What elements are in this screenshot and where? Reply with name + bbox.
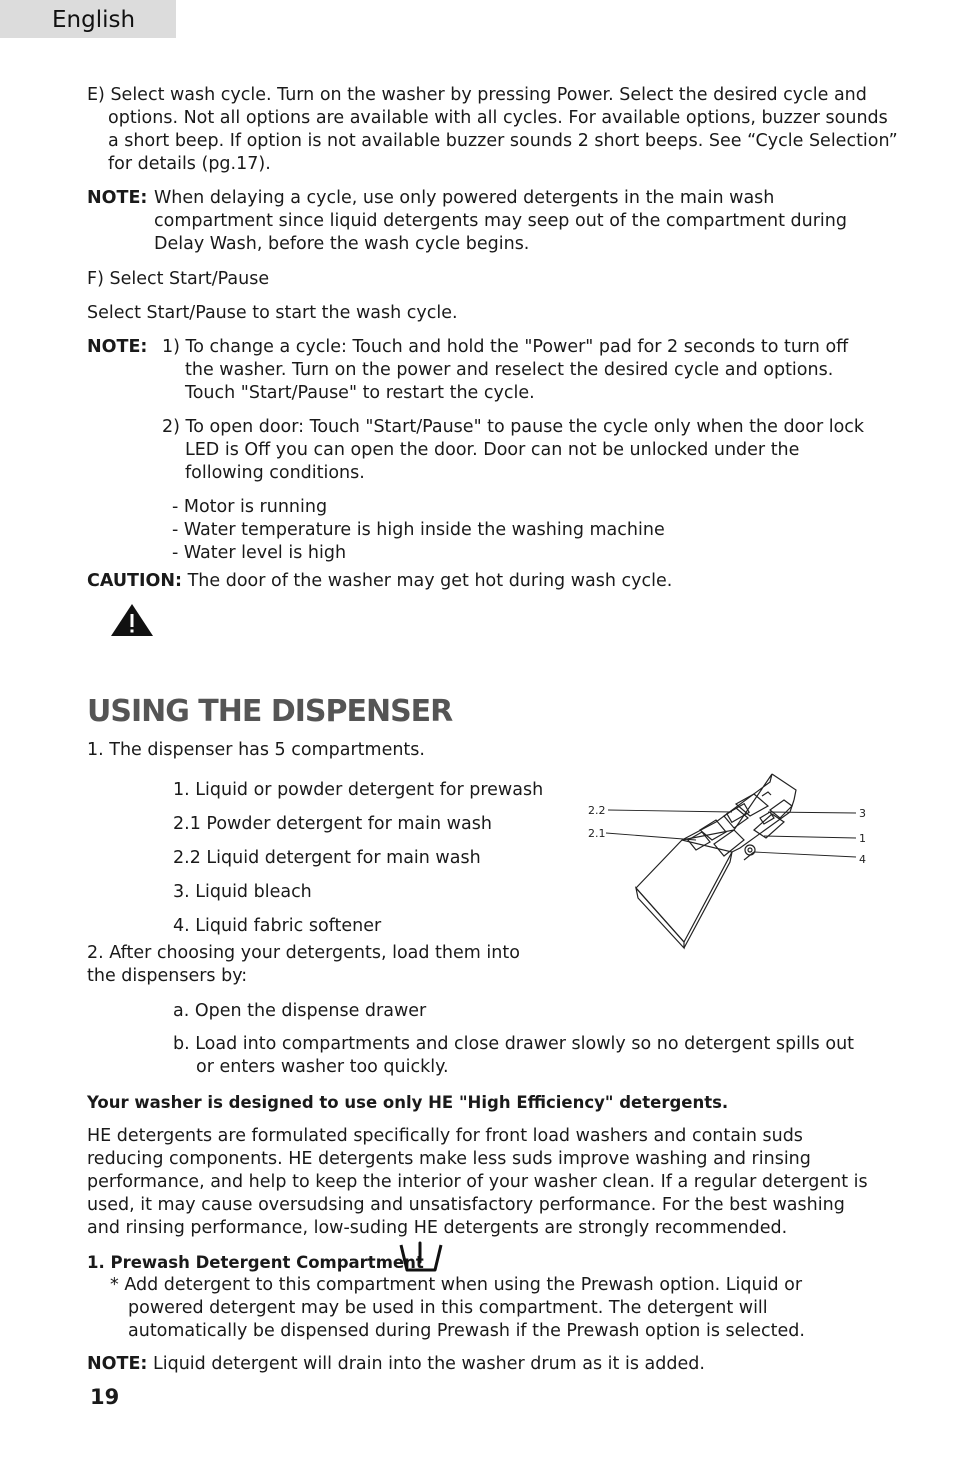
note-text: When delaying a cycle, use only powered detergents in the main wash compartment since liquid detergents may seep out of the compartment during Delay Wash, before the wash cycle begins. xyxy=(154,188,847,254)
prewash-text: * Add detergent to this compartment when using the Prewash option. Liquid or powered detergent may be used in this compartment. The detergent will automatically be dispensed during Prewash if the Prewash option is selected. xyxy=(110,1275,805,1341)
condition-item: - Water level is high xyxy=(172,543,347,563)
note-change-cycle xyxy=(87,336,877,405)
compartment-item: 4. Liquid fabric softener xyxy=(173,916,382,936)
dispenser-drawer-diagram xyxy=(584,770,874,950)
dispenser-intro: 1. The dispenser has 5 compartments. xyxy=(87,740,425,760)
caution-label: CAUTION: xyxy=(87,571,183,591)
section-f-text: Select Start/Pause to start the wash cycle. xyxy=(87,303,458,323)
section-heading: USING THE DISPENSER xyxy=(87,694,453,729)
load-step-a: a. Open the dispense drawer xyxy=(173,1001,427,1021)
compartment-item: 2.2 Liquid detergent for main wash xyxy=(173,848,481,868)
section-f-title: F) Select Start/Pause xyxy=(87,269,270,289)
caution-text: The door of the washer may get hot during wash cycle. xyxy=(187,571,673,591)
warning-triangle-icon xyxy=(110,603,154,637)
compartment-list xyxy=(173,773,573,943)
figure-label-2-1: 2.1 xyxy=(588,827,606,840)
compartment-item: 2.1 Powder detergent for main wash xyxy=(173,814,492,834)
door-conditions-list xyxy=(172,496,872,565)
compartment-item: 3. Liquid bleach xyxy=(173,882,312,902)
load-step-intro: 2. After choosing your detergents, load them into the dispensers by: xyxy=(87,943,520,986)
note-label: NOTE: xyxy=(87,337,148,357)
note-item-1: 1) To change a cycle: Touch and hold the "Power" pad for 2 seconds to turn off the washer. Turn on the power and reselect the desired cycle and options. Touch "Start/Pause" to restart the cycle. xyxy=(162,337,849,403)
note-text: Liquid detergent will drain into the washer drum as it is added. xyxy=(153,1354,705,1374)
prewash-symbol-icon xyxy=(398,1240,444,1272)
he-description: HE detergents are formulated specifically for front load washers and contain suds reducing components. HE detergents make less suds improve washing and rinsing performance, and help to keep the interior of your washer clean. If a regular detergent is used, it may cause oversudsing and unsatisfactory performance. For the best washing and rinsing performance, low-suding HE detergents are strongly recommended. xyxy=(87,1126,868,1238)
note-item-2: 2) To open door: Touch "Start/Pause" to pause the cycle only when the door lock LED is Off you can open the door. Door can not be unlocked under the following conditions. xyxy=(162,417,865,483)
prewash-title: 1. Prewash Detergent Compartment xyxy=(87,1253,424,1272)
section-e-text: E) Select wash cycle. Turn on the washer by pressing Power. Select the desired cycle and options. Not all options are available with all cycles. For available options, buzzer sounds a short beep. If option is not available buzzer sounds 2 short beeps. See “Cycle Selection” for details (pg.17). xyxy=(87,85,898,174)
condition-item: - Motor is running xyxy=(172,497,328,517)
compartment-item: 1. Liquid or powder detergent for prewash xyxy=(173,780,544,800)
page-number: 19 xyxy=(90,1385,120,1409)
note-drain xyxy=(87,1353,877,1376)
figure-label-3: 3 xyxy=(859,807,866,820)
figure-label-2-2: 2.2 xyxy=(588,804,606,817)
he-requirement: Your washer is designed to use only HE "High Efficiency" detergents. xyxy=(87,1093,729,1112)
load-step-b: b. Load into compartments and close drawer slowly so no detergent spills out or enters washer too quickly. xyxy=(173,1034,855,1077)
figure-label-1: 1 xyxy=(859,832,866,845)
caution-line xyxy=(87,570,877,593)
figure-label-4: 4 xyxy=(859,853,866,866)
note-delay xyxy=(87,187,877,256)
condition-item: - Water temperature is high inside the washing machine xyxy=(172,520,665,540)
language-tab: English xyxy=(0,0,176,38)
note-label: NOTE: xyxy=(87,1354,148,1374)
note-label: NOTE: xyxy=(87,188,148,208)
